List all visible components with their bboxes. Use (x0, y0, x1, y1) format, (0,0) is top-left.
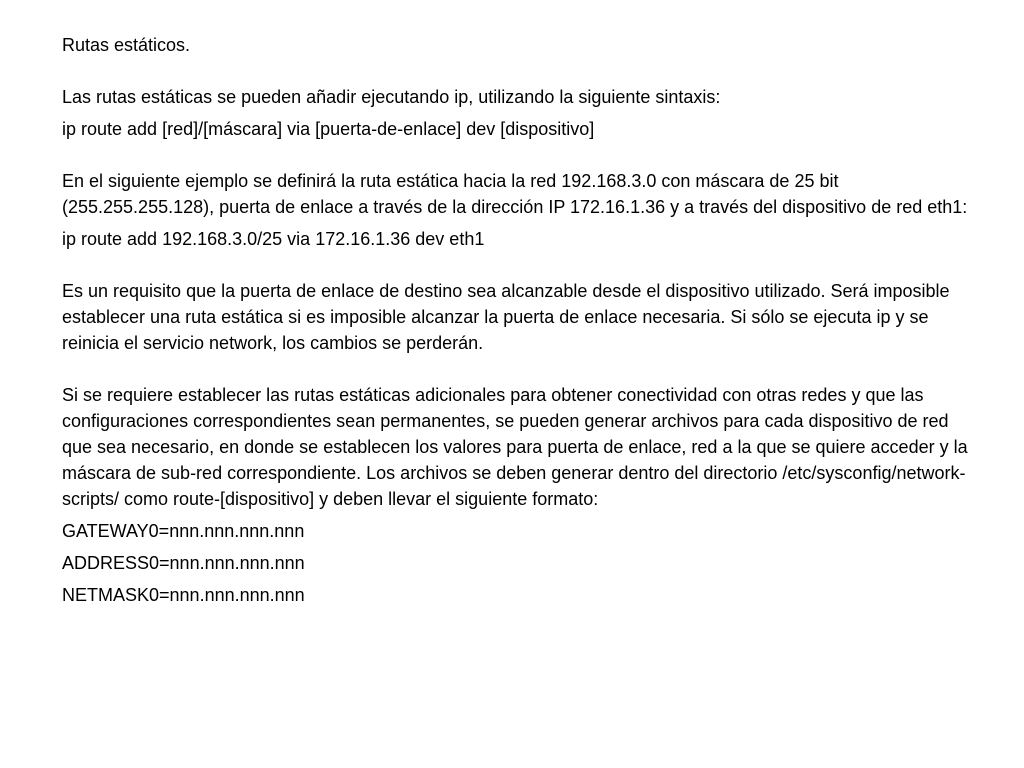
requirement-paragraph: Es un requisito que la puerta de enlace de destino sea alcanzable desde el dispositivo utilizado. Será imposible establecer una ruta estática si es imposible alcanzar la puerta de enlace necesaria. Si sólo se ejecuta ip y se reinicia el servicio network, los cambios se perderán. (62, 281, 950, 353)
syntax-line: ip route add [red]/[máscara] via [puerta-de-enlace] dev [dispositivo] (62, 119, 595, 139)
config-line-address: ADDRESS0=nnn.nnn.nnn.nnn (62, 553, 305, 573)
slide-title: Rutas estáticos. (62, 35, 191, 55)
example-intro-paragraph: En el siguiente ejemplo se definirá la ruta estática hacia la red 192.168.3.0 con máscara de 25 bit (255.255.255.128), puerta de enlace a través de la dirección IP 172.16.1.36 y a través del dispositivo de red eth1: (62, 171, 968, 217)
config-line-netmask: NETMASK0=nnn.nnn.nnn.nnn (62, 585, 305, 605)
config-line-gateway: GATEWAY0=nnn.nnn.nnn.nnn (62, 521, 305, 541)
slide-body (62, 32, 982, 608)
intro-paragraph: Las rutas estáticas se pueden añadir ejecutando ip, utilizando la siguiente sintaxis: (62, 87, 721, 107)
persistent-routes-paragraph: Si se requiere establecer las rutas estáticas adicionales para obtener conectividad con otras redes y que las configuraciones correspondientes sean permanentes, se pueden generar archivos para cada dispositivo de red que sea necesario, en donde se establecen los valores para puerta de enlace, red a la que se quiere acceder y la máscara de sub-red correspondiente. Los archivos se deben generar dentro del directorio /etc/sysconfig/network-scripts/ como route-[dispositivo] y deben llevar el siguiente formato: (62, 385, 968, 509)
example-command-line: ip route add 192.168.3.0/25 via 172.16.1.36 dev eth1 (62, 229, 485, 249)
